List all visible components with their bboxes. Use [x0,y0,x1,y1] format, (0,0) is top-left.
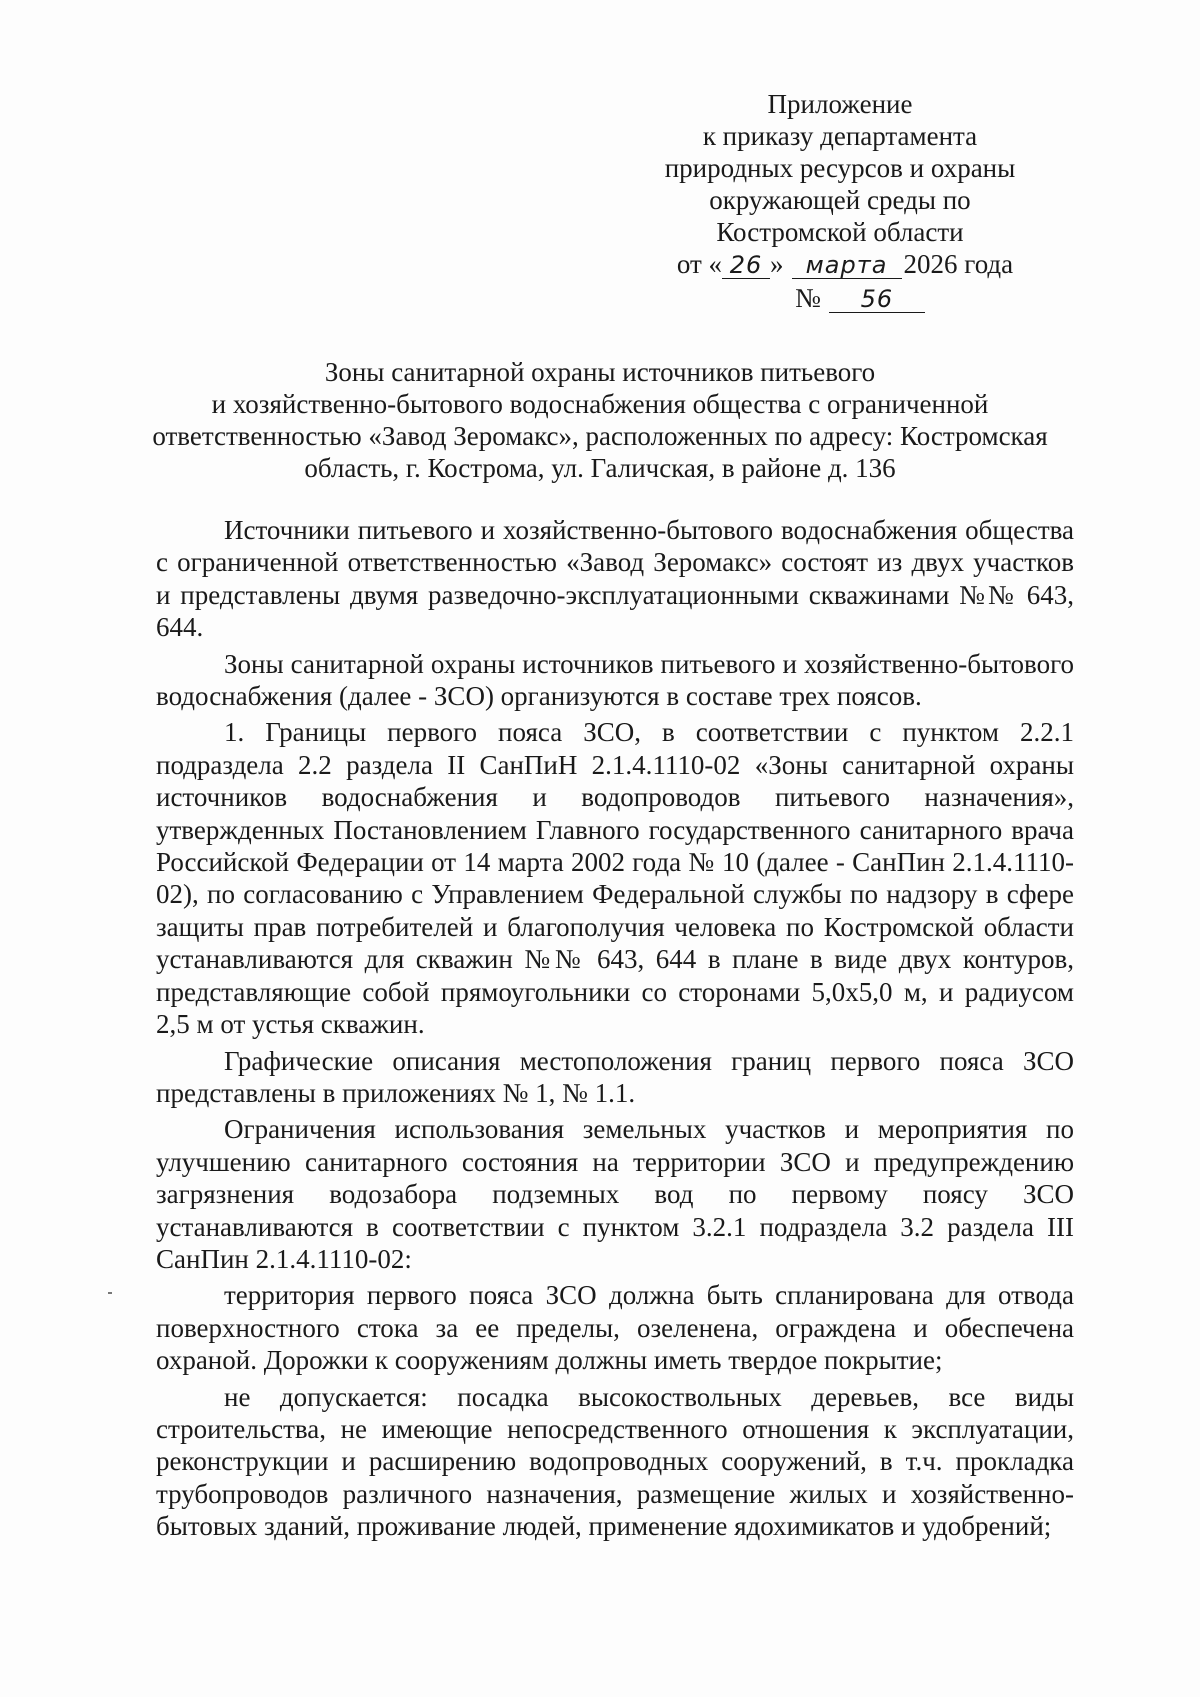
title-line-2: и хозяйственно-бытового водоснабжения общества с ограниченной [211,389,989,419]
date-month-handwritten: марта [792,252,902,279]
date-suffix: 2026 года [903,249,1014,279]
header-line-2: к приказу департамента [702,121,978,151]
number-prefix: № [795,283,821,313]
date-mid: » [770,249,784,279]
title-line-4: область, г. Кострома, ул. Галичская, в районе д. 136 [304,453,896,483]
title-line-1: Зоны санитарной охраны источников питьевого [324,357,876,387]
paragraph-territory-requirements: территория первого пояса ЗСО должна быть спланирована для отвода поверхностного стока за ее пределы, озеленена, ограждена и обеспечена охраной. Дорожки к сооружениям должны иметь твердое покрытие; [156,1280,1074,1376]
header-line-5: Костромской области [716,217,964,247]
paragraph-prohibitions: не допускается: посадка высокоствольных деревьев, все виды строительства, не имеющие непосредственного отношения к эксплуатации, реконструкции и расширению водопроводных сооружений, в т.ч. прокладка трубопроводов различного назначения, размещение жилых и хозяйственно-бытовых зданий, проживание людей, применение ядохимикатов и удобрений; [156,1381,1074,1542]
date-prefix: от « [676,249,723,279]
document-body [156,514,1074,1547]
document-title [120,356,1080,484]
paragraph-restrictions: Ограничения использования земельных участков и мероприятия по улучшению санитарного состояния на территории ЗСО и предупреждению загрязнения водозабора подземных вод по первому поясу ЗСО устанавливаются в соответствии с пунктом 3.2.1 подраздела 3.2 раздела III СанПин 2.1.4.1110-02: [156,1114,1074,1274]
scan-mark [108,1292,112,1294]
paragraph-first-belt-boundaries: 1. Границы первого пояса ЗСО, в соответствии с пунктом 2.2.1 подраздела 2.2 раздела II СанПиН 2.1.4.1110-02 «Зоны санитарной охраны источников водоснабжения и водопроводов питьевого назначения», утвержденных Постановлением Главного государственного санитарного врача Российской Федерации от 14 марта 2002 года № 10 (далее - СанПин 2.1.4.1110-02), по согласованию с Управлением Федеральной службы по надзору в сфере защиты прав потребителей и благополучия человека по Костромской области устанавливаются для скважин №№ 643, 644 в плане в виде двух контуров, представляющие собой прямоугольники со сторонами 5,0х5,0 м, и радиусом 2,5 м от устья скважин. [156,717,1074,1040]
paragraph-zones: Зоны санитарной охраны источников питьевого и хозяйственно-бытового водоснабжения (далее - ЗСО) организуются в составе трех поясов. [156,648,1074,712]
number-handwritten: 56 [829,286,925,313]
header-line-4: окружающей среды по [709,185,971,215]
appendix-header [640,88,1040,314]
header-line-3: природных ресурсов и охраны [664,153,1016,183]
title-line-3: ответственностью «Завод Зеромакс», расположенных по адресу: Костромская [152,421,1048,451]
date-day-handwritten: 26 [722,252,770,279]
paragraph-graphic-descriptions: Графические описания местоположения границ первого пояса ЗСО представлены в приложениях № 1, № 1.1. [156,1045,1074,1108]
header-line-1: Приложение [767,89,913,119]
paragraph-sources: Источники питьевого и хозяйственно-бытового водоснабжения общества с ограниченной ответственностью «Завод Зеромакс» состоят из двух участков и представлены двумя разведочно-эксплуатационными скважинами №№ 643, 644. [156,515,1074,643]
header-date-line [640,248,1040,280]
header-number-line [640,282,1040,314]
